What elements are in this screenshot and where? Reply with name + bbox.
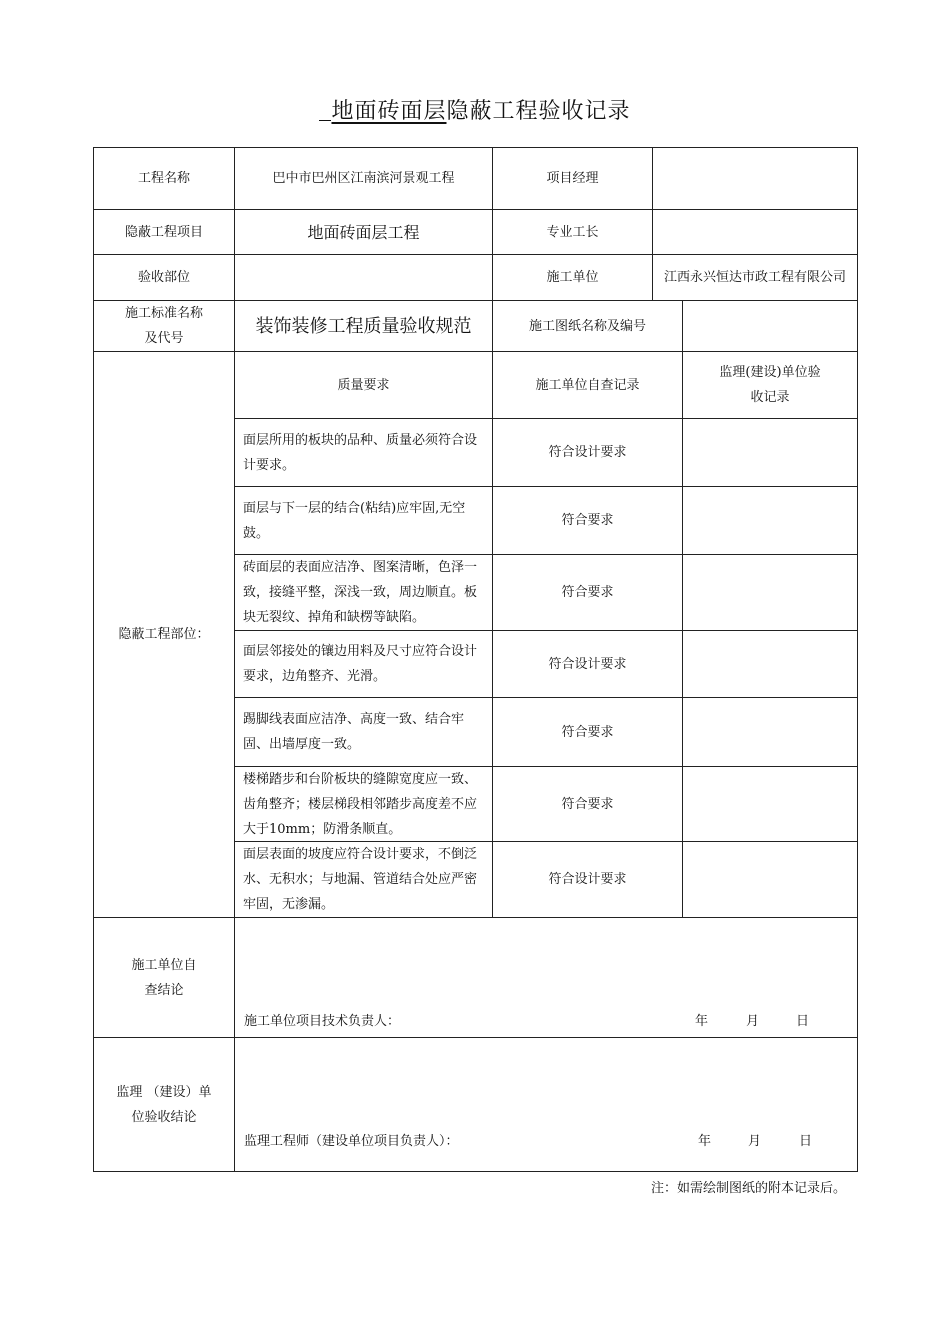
standard-label: 施工标准名称及代号 <box>93 300 235 352</box>
self-record-cell: 符合要求 <box>492 697 683 767</box>
self-record-cell: 符合要求 <box>492 766 683 842</box>
project-name-value: 巴中市巴州区江南滨河景观工程 <box>234 147 493 210</box>
col-supervision-header: 监理(建设)单位验收记录 <box>682 351 858 419</box>
requirement-cell: 面层邻接处的镶边用料及尺寸应符合设计要求，边角整齐、光滑。 <box>234 630 493 698</box>
contractor-label: 施工单位 <box>492 254 653 301</box>
requirement-cell: 面层所用的板块的品种、质量必须符合设计要求。 <box>234 418 493 487</box>
standard-value: 装饰装修工程质量验收规范 <box>234 300 493 352</box>
check-section-label: 隐蔽工程部位： <box>93 351 235 918</box>
self-check-area <box>234 917 858 1038</box>
self-check-signer: 施工单位项目技术负责人： <box>244 1014 401 1029</box>
supervision-signer: 监理工程师（建设单位项目负责人）： <box>244 1134 459 1149</box>
pm-value <box>652 147 858 210</box>
self-record-cell: 符合要求 <box>492 554 683 631</box>
drawing-value <box>682 300 858 352</box>
supervision-record-cell <box>682 841 858 918</box>
supervision-year: 年 <box>698 1134 712 1149</box>
self-record-cell: 符合设计要求 <box>492 841 683 918</box>
supervision-record-cell <box>682 418 858 487</box>
requirement-cell: 面层与下一层的结合(粘结)应牢固,无空鼓。 <box>234 486 493 555</box>
self-check-label: 施工单位自查结论 <box>93 917 235 1038</box>
title-underline <box>319 98 331 121</box>
footer-note: 注：如需绘制图纸的附本记录后。 <box>650 1181 846 1196</box>
self-record-cell: 符合设计要求 <box>492 418 683 487</box>
acceptance-record-table <box>93 147 858 1172</box>
supervision-record-cell <box>682 766 858 842</box>
acceptance-part-value <box>234 254 493 301</box>
supervision-month: 月 <box>748 1134 762 1149</box>
self-record-cell: 符合要求 <box>492 486 683 555</box>
acceptance-part-label: 验收部位 <box>93 254 235 301</box>
self-check-month: 月 <box>746 1014 760 1029</box>
col-quality-header: 质量要求 <box>234 351 493 419</box>
supervision-conclusion-area <box>234 1037 858 1172</box>
project-name-label: 工程名称 <box>93 147 235 210</box>
supervision-record-cell <box>682 486 858 555</box>
self-record-cell: 符合设计要求 <box>492 630 683 698</box>
hidden-item-value: 地面砖面层工程 <box>234 209 493 255</box>
requirement-cell: 面层表面的坡度应符合设计要求，不倒泛水、无积水；与地漏、管道结合处应严密牢固，无渗漏。 <box>234 841 493 918</box>
pm-label: 项目经理 <box>492 147 653 210</box>
foreman-value <box>652 209 858 255</box>
title-rest: 隐蔽工程验收记录 <box>446 99 631 124</box>
col-self-header: 施工单位自查记录 <box>492 351 683 419</box>
drawing-label: 施工图纸名称及编号 <box>492 300 683 352</box>
supervision-record-cell <box>682 697 858 767</box>
self-check-year: 年 <box>695 1014 709 1029</box>
contractor-value: 江西永兴恒达市政工程有限公司 <box>652 254 858 301</box>
supervision-record-cell <box>682 630 858 698</box>
title-underlined: 地面砖面层 <box>331 99 447 124</box>
supervision-record-cell <box>682 554 858 631</box>
requirement-cell: 踢脚线表面应洁净、高度一致、结合牢固、出墙厚度一致。 <box>234 697 493 767</box>
requirement-cell: 砖面层的表面应洁净、图案清晰，色泽一致，接缝平整，深浅一致，周边顺直。板块无裂纹、掉角和缺楞等缺陷。 <box>234 554 493 631</box>
requirement-cell: 楼梯踏步和台阶板块的缝隙宽度应一致、齿角整齐；楼层梯段相邻踏步高度差不应大于10mm；防滑条顺直。 <box>234 766 493 842</box>
page-title <box>0 94 950 125</box>
supervision-day: 日 <box>799 1134 813 1149</box>
hidden-item-label: 隐蔽工程项目 <box>93 209 235 255</box>
foreman-label: 专业工长 <box>492 209 653 255</box>
self-check-day: 日 <box>796 1014 810 1029</box>
supervision-conclusion-label: 监理 （建设）单位验收结论 <box>93 1037 235 1172</box>
